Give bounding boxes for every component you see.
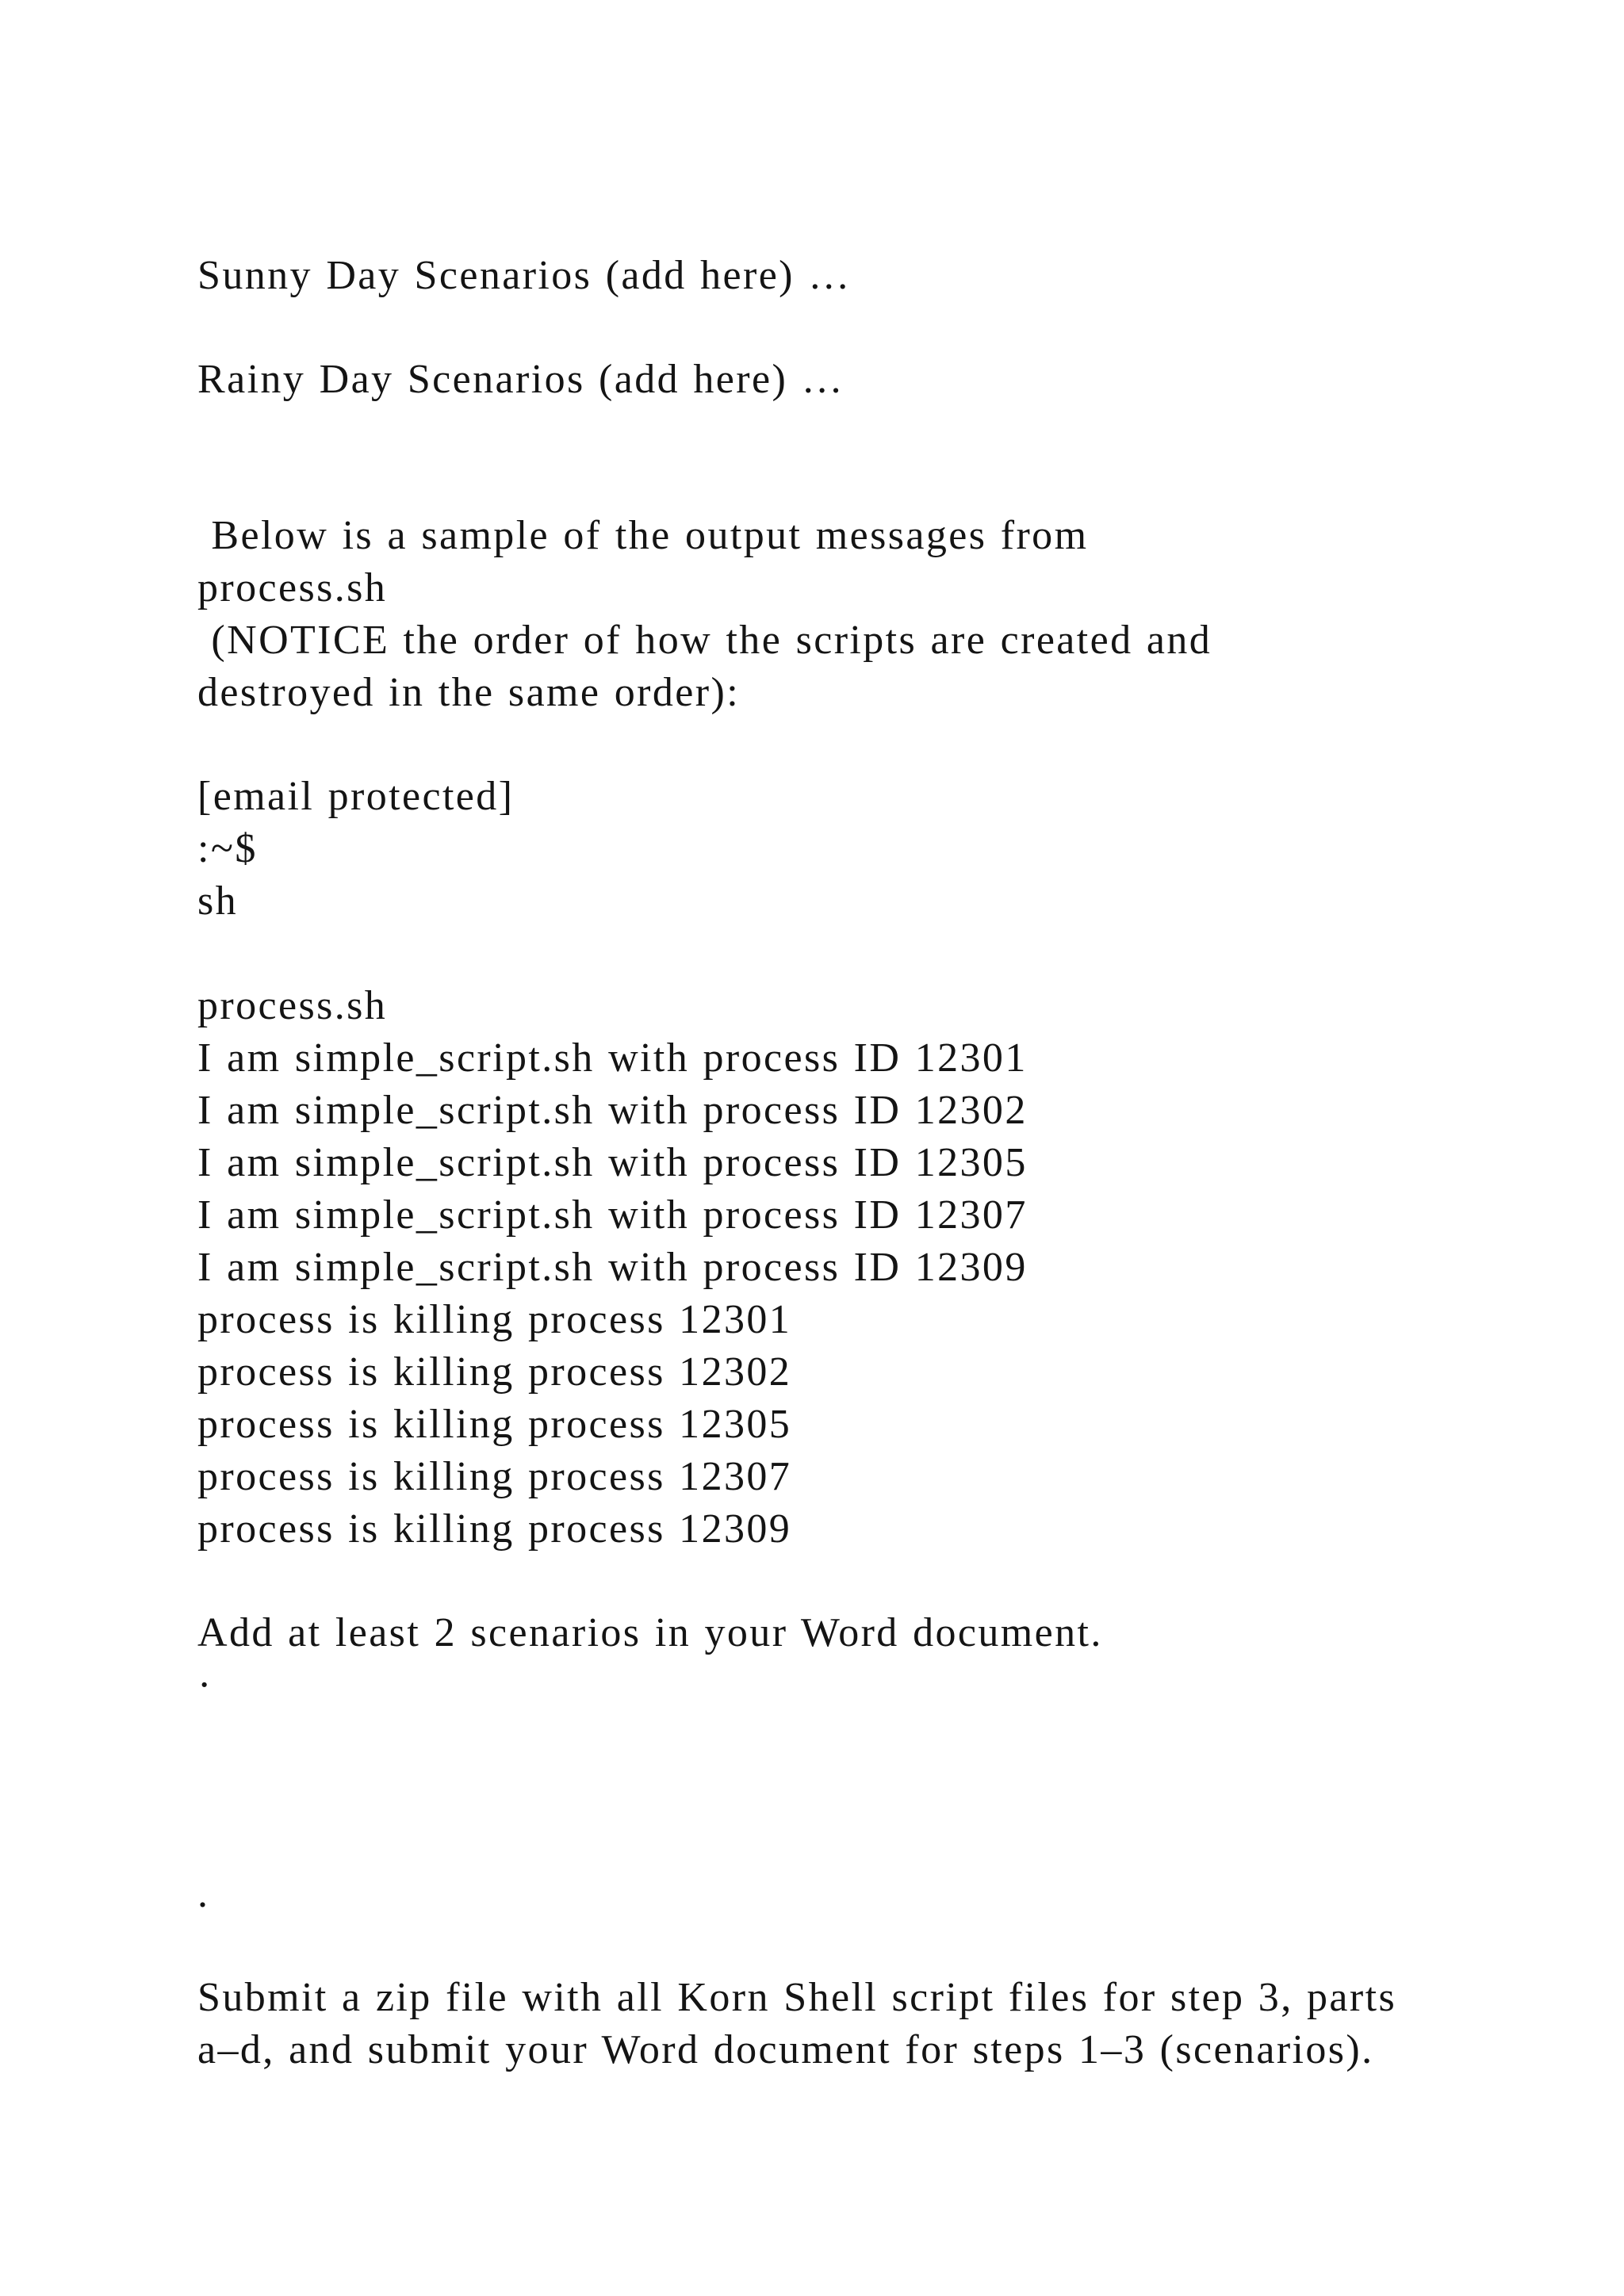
intro-text-line-2: process.sh <box>197 565 388 610</box>
sunny-day-heading: Sunny Day Scenarios (add here) … <box>197 253 852 298</box>
submit-instruction-line-2: a–d, and submit your Word document for steps 1–3 (scenarios). <box>197 2027 1374 2072</box>
intro-text-line-3: (NOTICE the order of how the scripts are created and <box>197 618 1212 663</box>
output-line: process is killing process 12302 <box>197 1349 792 1395</box>
output-line: I am simple_script.sh with process ID 12301 <box>197 1035 1028 1081</box>
output-line: I am simple_script.sh with process ID 12305 <box>197 1140 1028 1185</box>
command-text: sh <box>197 878 239 924</box>
add-scenarios-instruction: Add at least 2 scenarios in your Word document. <box>197 1610 1103 1655</box>
prompt-symbol: :~$ <box>197 826 258 871</box>
prompt-user: [email protected] <box>197 774 515 819</box>
intro-text-line-1: Below is a sample of the output messages from <box>197 513 1089 558</box>
rainy-day-heading: Rainy Day Scenarios (add here) … <box>197 357 845 402</box>
output-line: I am simple_script.sh with process ID 12309 <box>197 1245 1028 1290</box>
intro-text-line-4: destroyed in the same order): <box>197 670 741 715</box>
output-line: I am simple_script.sh with process ID 12307 <box>197 1192 1028 1238</box>
output-line: process is killing process 12301 <box>197 1297 792 1342</box>
bullet-dot: . <box>197 1871 210 1916</box>
output-line: process is killing process 12309 <box>197 1506 792 1552</box>
script-name: process.sh <box>197 983 388 1028</box>
output-line: process is killing process 12307 <box>197 1454 792 1499</box>
output-line: I am simple_script.sh with process ID 12302 <box>197 1088 1028 1133</box>
output-line: process is killing process 12305 <box>197 1402 792 1447</box>
bullet-dot: · <box>197 1663 213 1708</box>
submit-instruction-line-1: Submit a zip file with all Korn Shell script files for step 3, parts <box>197 1975 1397 2020</box>
